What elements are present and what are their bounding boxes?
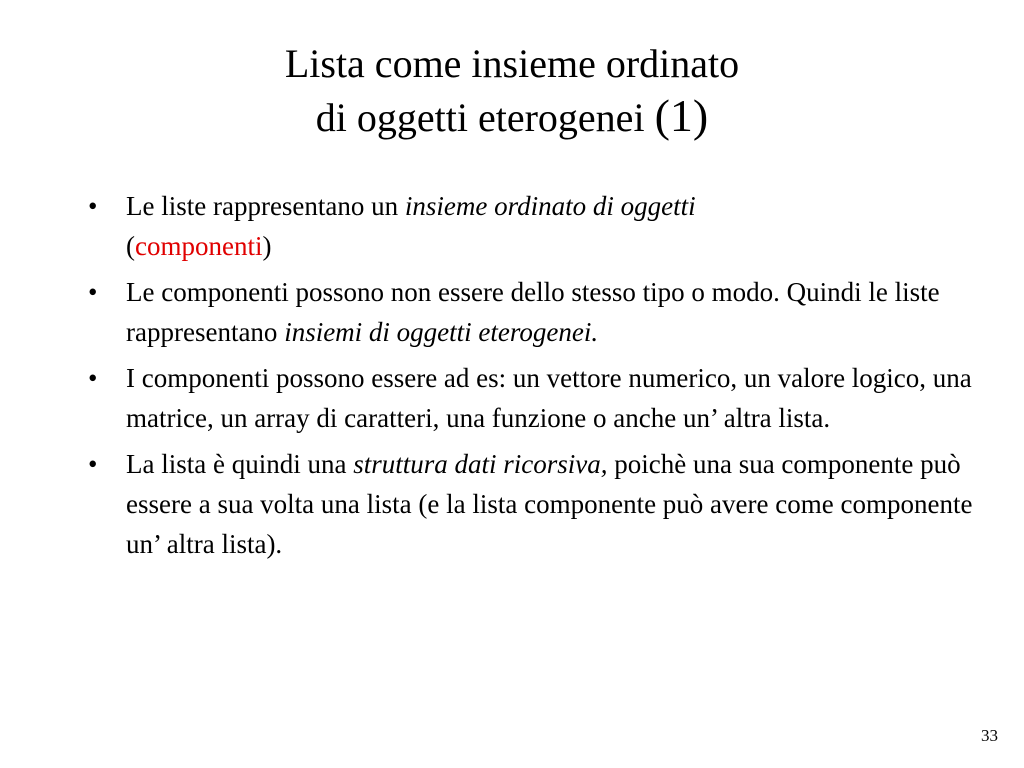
bullet-item-1 <box>80 186 980 266</box>
slide-title <box>0 38 1024 144</box>
bullet-item-3 <box>80 358 980 438</box>
bullet-4-text-cont: poichè una sua componente può essere a sua volta una lista (e la lista componente può avere come componente un’ altra lista). <box>126 449 973 559</box>
title-line-2 <box>0 90 1024 144</box>
title-line-2-text: di oggetti eterogenei <box>315 95 655 140</box>
title-number: (1) <box>654 90 709 141</box>
bullet-1-text: Le liste rappresentano un <box>126 191 405 221</box>
bullet-1-italic: insieme ordinato di oggetti <box>404 191 696 221</box>
bullet-list <box>80 186 980 570</box>
bullet-3-text: I componenti possono essere ad es: un vettore numerico, un valore logico, una matrice, un array di caratteri, una funzione o anche un’ altra lista. <box>126 363 972 433</box>
title-line-1: Lista come insieme ordinato <box>284 41 740 86</box>
bullet-1-paren-close: ) <box>262 231 272 261</box>
bullet-1-paren-open: ( <box>126 231 135 261</box>
bullet-4-italic: struttura dati ricorsiva, <box>353 449 608 479</box>
bullet-4-text: La lista è quindi una <box>126 449 354 479</box>
page-number: 33 <box>981 726 998 745</box>
bullet-item-4 <box>80 444 980 564</box>
bullet-item-2 <box>80 272 980 352</box>
bullet-2-text: Le componenti possono non essere dello stesso tipo o modo. Quindi le liste rappresentano <box>126 277 940 347</box>
bullet-1-red-term: componenti <box>135 231 263 261</box>
bullet-2-italic: insiemi di oggetti eterogenei. <box>284 317 599 347</box>
